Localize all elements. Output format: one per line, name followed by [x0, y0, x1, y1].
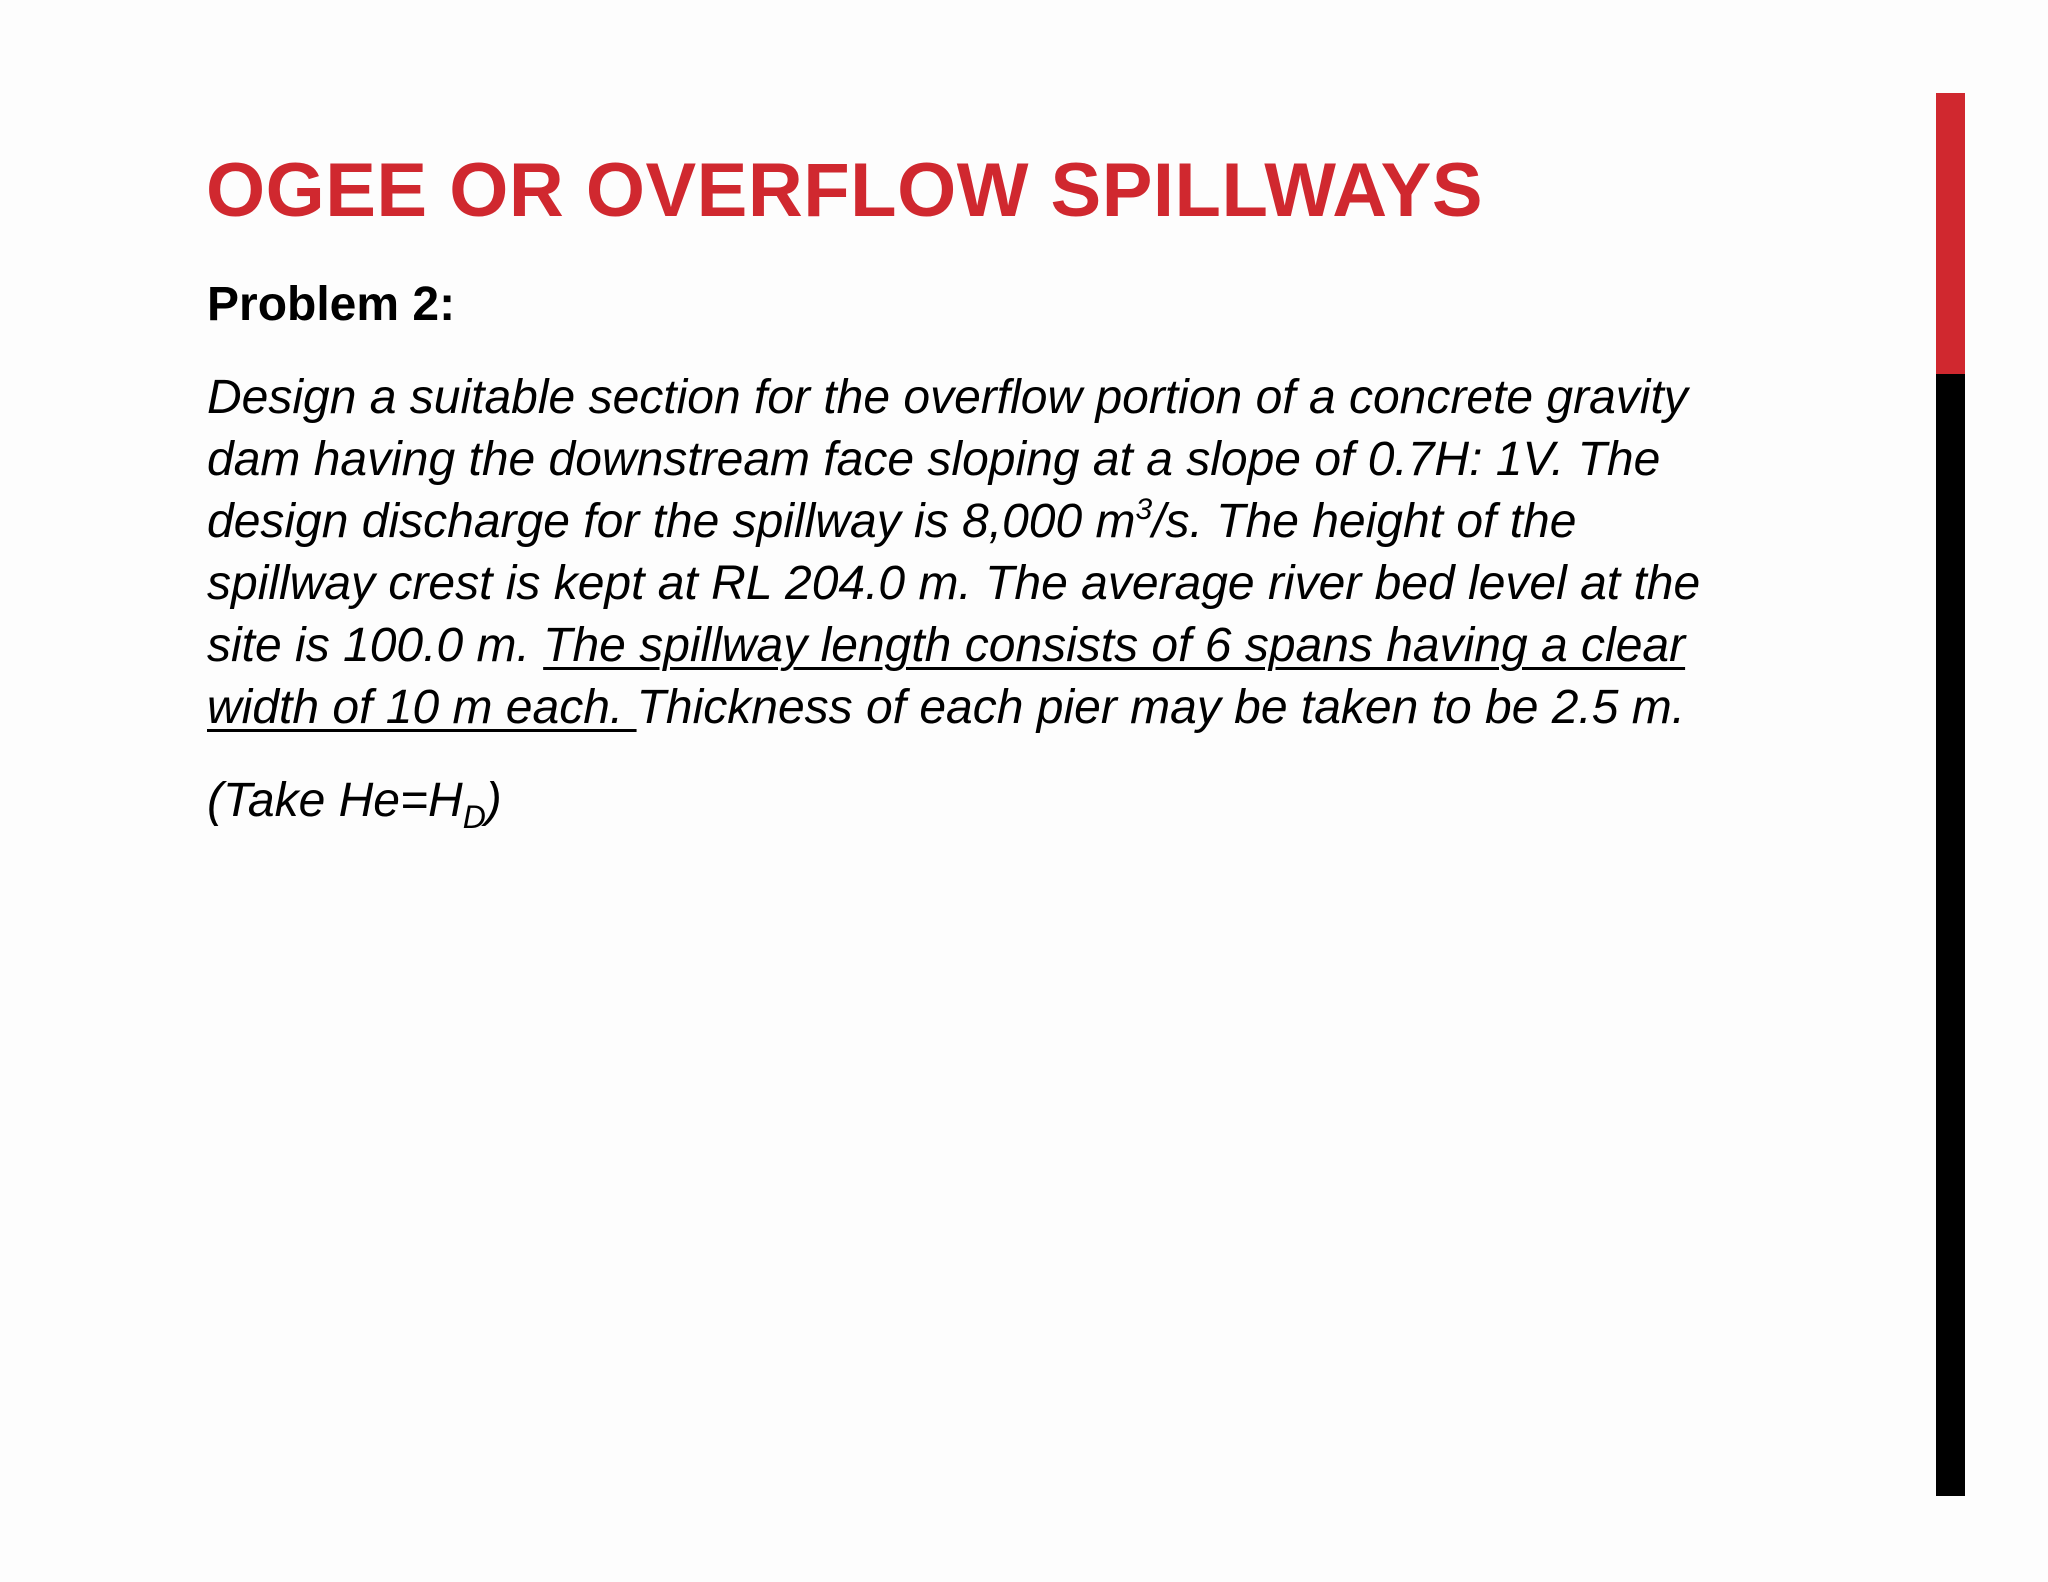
discharge-unit-text: /s. The height of the	[1152, 495, 1577, 548]
note-suffix: )	[485, 774, 502, 827]
problem-line-6	[207, 677, 1847, 739]
problem-line-2: dam having the downstream face sloping at a slope of 0.7H: 1V. The	[207, 433, 1661, 486]
note-subscript: D	[462, 799, 486, 835]
slide-title: OGEE OR OVERFLOW SPILLWAYS	[206, 148, 1484, 233]
side-bar-black-segment	[1936, 374, 1965, 1496]
take-he-note	[207, 770, 502, 835]
problem-line-4: spillway crest is kept at RL 204.0 m. The average river bed level at the	[207, 557, 1701, 610]
pier-thickness-text: Thickness of each pier may be taken to be 2.5 m.	[636, 681, 1686, 734]
side-bar-red-segment	[1936, 93, 1965, 374]
problem-line-3	[207, 491, 1847, 553]
underlined-span-text: The spillway length consists of 6 spans having a clear	[543, 619, 1686, 672]
note-prefix: (Take He=H	[207, 774, 463, 827]
underlined-width-text: width of 10 m each.	[207, 681, 637, 734]
problem-line-5	[207, 615, 1847, 677]
river-bed-text: site is 100.0 m.	[207, 619, 544, 672]
problem-statement	[207, 367, 1847, 739]
cubic-superscript: 3	[1135, 493, 1153, 526]
discharge-text: design discharge for the spillway is 8,000 m	[207, 495, 1136, 548]
side-accent-bar	[1936, 93, 1965, 1496]
problem-heading: Problem 2:	[207, 278, 456, 331]
problem-line-1: Design a suitable section for the overflow portion of a concrete gravity	[207, 371, 1688, 424]
